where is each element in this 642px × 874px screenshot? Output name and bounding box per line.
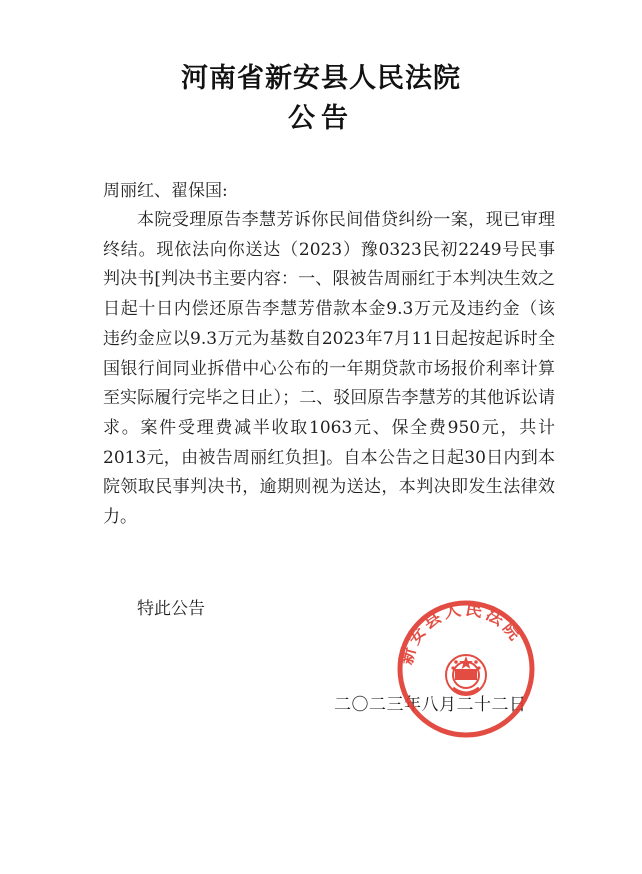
notice-date: 二〇二三年八月二十二日 xyxy=(334,695,527,715)
addressee: 周丽红、翟保国: xyxy=(103,181,228,201)
court-name: 河南省新安县人民法院 xyxy=(181,63,461,94)
svg-text:新安县人民法院 xyxy=(396,599,527,666)
notice-body: 本院受理原告李慧芳诉你民间借贷纠纷一案，现已审理终结。现依法向你送达（2023）豫0323民初2249号民事判决书[判决书主要内容：一、限被告周丽红于本判决生效之日起十日内偿还原告李慧芳借款本金9.3万元及违约金（该违约金应以9.3万元为基数自2023年7月11日起按起诉时全国银行间同业拆借中心公布的一年期贷款市场报价利率计算至实际履行完毕之日止）；二、驳回原告李慧芳的其他诉讼请求。案件受理费减半收取1063元、保全费950元，共计2013元，由被告周丽红负担]。自本公告之日起30日内到本院领取民事判决书，逾期则视为送达，本判决即发生法律效力。 xyxy=(103,210,555,528)
court-seal-stamp xyxy=(395,598,537,740)
seal-arc-text: 新安县人民法院 xyxy=(396,599,527,667)
notice-title: 公告 xyxy=(288,103,354,134)
closing-line: 特此公告 xyxy=(137,599,205,619)
